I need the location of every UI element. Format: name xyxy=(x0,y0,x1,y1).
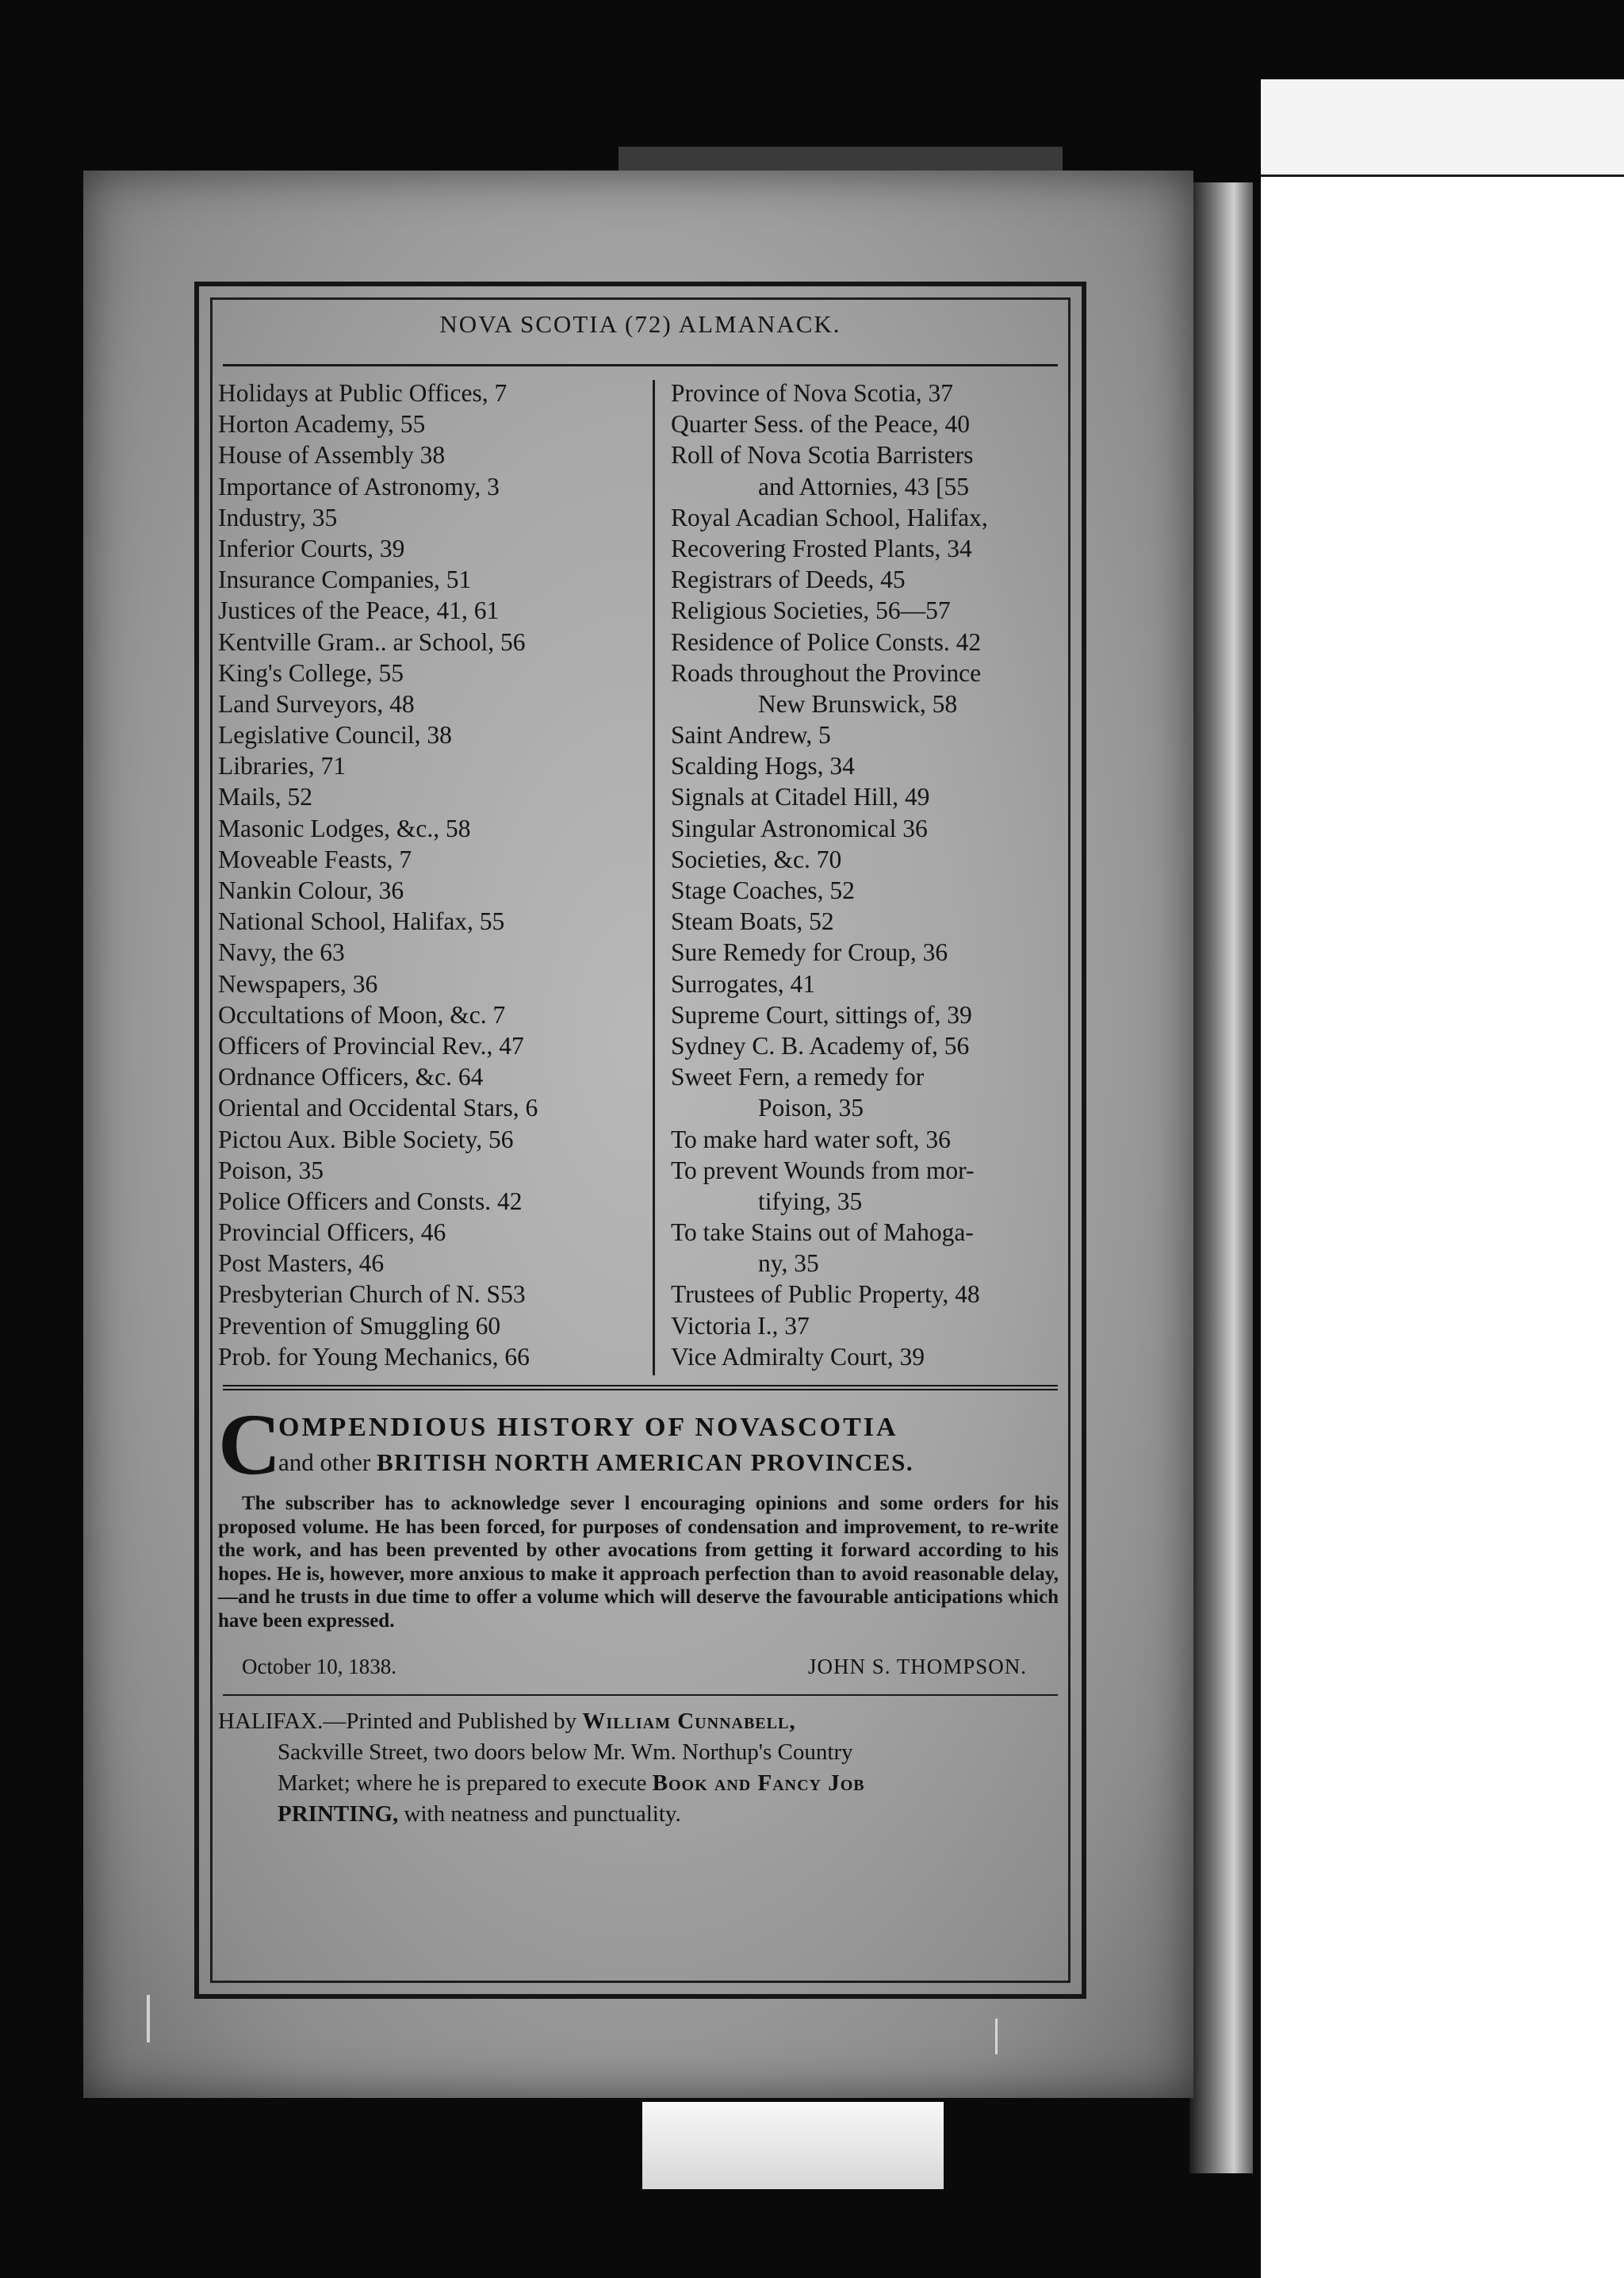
index-entry: Signals at Citadel Hill, 49 xyxy=(671,783,930,811)
index-entry: Victoria I., 37 xyxy=(671,1311,810,1340)
index-entry: Kentville Gram.. ar School, 56 xyxy=(218,627,526,656)
index-entry: Sweet Fern, a remedy for xyxy=(671,1063,925,1091)
section-rule xyxy=(223,1385,1058,1394)
index-entry: Masonic Lodges, &c., 58 xyxy=(218,814,471,842)
index-entry: Province of Nova Scotia, 37 xyxy=(671,379,954,407)
page-border xyxy=(194,282,1086,1999)
index-entry: Steam Boats, 52 xyxy=(671,907,834,936)
advert-subtitle-lead: and other xyxy=(278,1448,371,1476)
index-entry: Industry, 35 xyxy=(218,503,338,531)
index-entry: Residence of Police Consts. 42 xyxy=(671,627,982,656)
index-entry: King's College, 55 xyxy=(218,658,404,687)
index-entry: Registrars of Deeds, 45 xyxy=(671,566,906,594)
advert-body xyxy=(218,1492,1059,1632)
index-entry: Navy, the 63 xyxy=(218,938,345,967)
advert-title: OMPENDIOUS HISTORY OF NOVASCOTIA xyxy=(278,1413,898,1442)
imprint-place: HALIFAX.—Printed and Published by xyxy=(218,1708,577,1734)
index-entry-continued: Poison, 35 xyxy=(758,1094,864,1122)
index-entry: Oriental and Occidental Stars, 6 xyxy=(218,1094,538,1122)
index-entry: Legislative Council, 38 xyxy=(218,721,452,750)
index-entry: Mails, 52 xyxy=(218,783,313,811)
index-entry: Libraries, 71 xyxy=(218,752,346,780)
imprint-closing: with neatness and punctuality. xyxy=(404,1801,681,1827)
imprint-line-1 xyxy=(218,1706,1067,1737)
index-entry: Sure Remedy for Croup, 36 xyxy=(671,938,948,967)
index-entry: Newspapers, 36 xyxy=(218,969,378,998)
imprint-job-printing: Book and Fancy Job xyxy=(652,1770,865,1796)
index-entry: Prob. for Young Mechanics, 66 xyxy=(218,1342,530,1371)
imprint-rule xyxy=(223,1694,1058,1696)
index-entry: Occultations of Moon, &c. 7 xyxy=(218,1000,506,1029)
imprint-printing: PRINTING, xyxy=(278,1801,399,1827)
index-entry: Justices of the Peace, 41, 61 xyxy=(218,596,500,625)
index-entry: Saint Andrew, 5 xyxy=(671,721,831,750)
head-rule xyxy=(223,364,1058,366)
advert-subtitle xyxy=(278,1448,914,1477)
index-entry: Horton Academy, 55 xyxy=(218,410,426,439)
index-entry: Quarter Sess. of the Peace, 40 xyxy=(671,410,971,439)
index-entry: Ordnance Officers, &c. 64 xyxy=(218,1063,484,1091)
index-entry: Societies, &c. 70 xyxy=(671,845,842,873)
advert-paragraph: The subscriber has to acknowledge sever l encouraging opinions and some orders for his proposed volume. He has been forced, for purposes of condensation and improvement, to re-write the work, and has been prevented by other avocations from getting it forward according to his hopes. He is, however, more anxious to make it approach perfection than to avoid reasonable delay,—and he trusts in due time to offer a volume which will deserve the favourable anticipations which have been expressed. xyxy=(218,1493,1059,1632)
index-entry: Post Masters, 46 xyxy=(218,1249,385,1278)
index-column-left xyxy=(218,378,646,1372)
running-head: NOVA SCOTIA (72) ALMANACK. xyxy=(439,310,841,338)
index-entry: Vice Admiralty Court, 39 xyxy=(671,1342,925,1371)
index-column-right xyxy=(671,378,1083,1372)
index-entry: Roll of Nova Scotia Barristers xyxy=(671,441,974,470)
index-entry: Inferior Courts, 39 xyxy=(218,534,405,562)
page-edge xyxy=(1189,182,1253,2173)
index-entry: Stage Coaches, 52 xyxy=(671,876,855,904)
index-entry: Pictou Aux. Bible Society, 56 xyxy=(218,1125,514,1153)
imprint-line-3 xyxy=(218,1768,1067,1799)
facing-sheet-top xyxy=(1261,79,1624,177)
index-entry: To make hard water soft, 36 xyxy=(671,1125,951,1153)
index-entry: Poison, 35 xyxy=(218,1156,324,1184)
index-entry: Roads throughout the Province xyxy=(671,658,982,687)
index-entry: Insurance Companies, 51 xyxy=(218,566,472,594)
index-entry: Moveable Feasts, 7 xyxy=(218,845,412,873)
index-entry: Surrogates, 41 xyxy=(671,969,815,998)
advert-signature: JOHN S. THOMPSON. xyxy=(807,1655,1027,1678)
index-entry: Religious Societies, 56—57 xyxy=(671,596,951,625)
index-entry-continued: New Brunswick, 58 xyxy=(758,689,958,718)
index-entry: Scalding Hogs, 34 xyxy=(671,752,855,780)
almanack-back-cover xyxy=(83,171,1193,2098)
index-entry: Presbyterian Church of N. S53 xyxy=(218,1280,526,1309)
paper-scratch xyxy=(995,2019,998,2054)
advert-drop-cap: C xyxy=(218,1396,282,1493)
index-entry: Trustees of Public Property, 48 xyxy=(671,1280,980,1309)
index-entry: Royal Acadian School, Halifax, xyxy=(671,503,988,531)
index-entry-continued: and Attornies, 43 [55 xyxy=(758,472,969,500)
facing-blank-sheet xyxy=(1261,79,1624,2278)
index-entry-continued: tifying, 35 xyxy=(758,1187,863,1215)
index-entry: Singular Astronomical 36 xyxy=(671,814,928,842)
index-entry: Importance of Astronomy, 3 xyxy=(218,472,500,500)
paper-tab xyxy=(642,2102,944,2189)
index-entry: Nankin Colour, 36 xyxy=(218,876,404,904)
index-entry: House of Assembly 38 xyxy=(218,441,446,470)
index-entry: Sydney C. B. Academy of, 56 xyxy=(671,1031,970,1060)
index-entry: Officers of Provincial Rev., 47 xyxy=(218,1031,524,1060)
advert-date: October 10, 1838. xyxy=(242,1655,396,1678)
paper-scratch xyxy=(147,1995,150,2042)
index-entry: Holidays at Public Offices, 7 xyxy=(218,379,508,407)
advert-subtitle-caps: BRITISH NORTH AMERICAN PROVINCES. xyxy=(376,1448,914,1476)
index-entry: Police Officers and Consts. 42 xyxy=(218,1187,523,1215)
index-entry: Recovering Frosted Plants, 34 xyxy=(671,534,972,562)
index-entry: Supreme Court, sittings of, 39 xyxy=(671,1000,972,1029)
index-entry: National School, Halifax, 55 xyxy=(218,907,505,936)
imprint-line-4 xyxy=(218,1799,1067,1830)
imprint-line-2: Sackville Street, two doors below Mr. Wm. Northup's Country xyxy=(278,1739,853,1765)
imprint-market: Market; where he is prepared to execute xyxy=(278,1770,647,1796)
index-entry: Land Surveyors, 48 xyxy=(218,689,415,718)
index-entry: Prevention of Smuggling 60 xyxy=(218,1311,501,1340)
printer-imprint xyxy=(218,1706,1067,1830)
index-entry: Provincial Officers, 46 xyxy=(218,1218,446,1247)
imprint-printer-name: William Cunnabell, xyxy=(582,1708,796,1734)
index-entry: To take Stains out of Mahoga- xyxy=(671,1218,974,1247)
index-entry: To prevent Wounds from mor- xyxy=(671,1156,975,1184)
index-entry-continued: ny, 35 xyxy=(758,1249,819,1278)
column-rule xyxy=(653,380,655,1375)
